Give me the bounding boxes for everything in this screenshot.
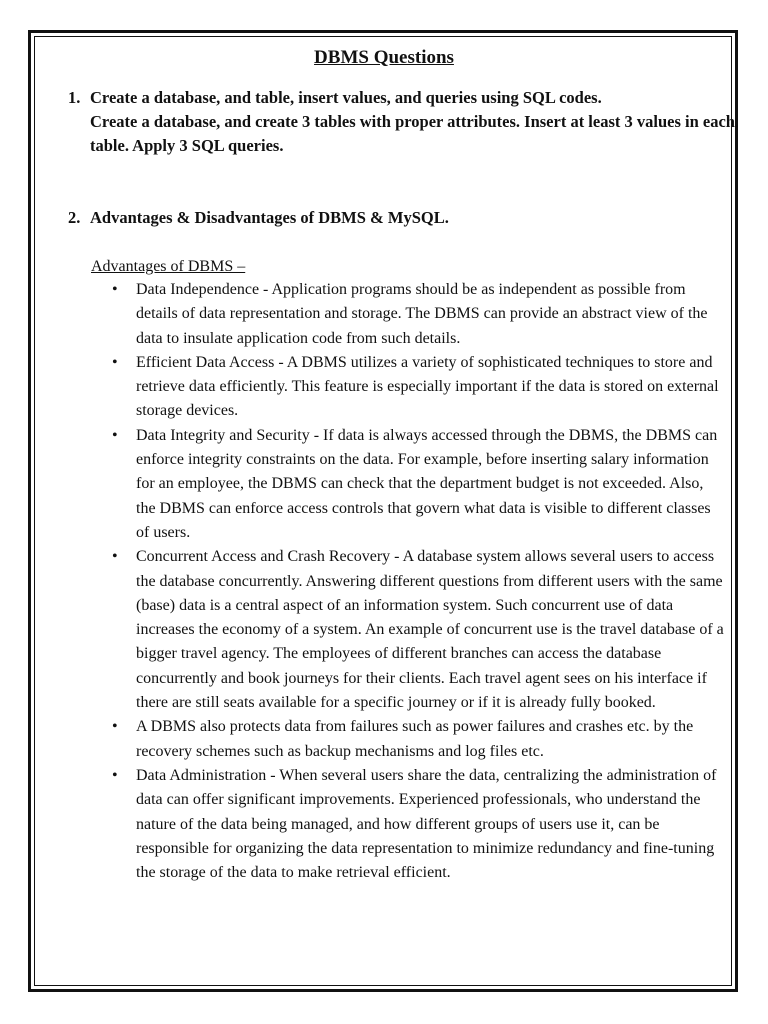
bullet-icon: • bbox=[112, 766, 118, 784]
bullet-icon: • bbox=[112, 426, 118, 444]
question-2 bbox=[68, 206, 758, 230]
list-item-text: Data Administration - When several users share the data, centralizing the administration of data can offer significant improvements. Experienced professionals, who understand the nature of the data being managed, and how different groups of users use it, can be responsible for organizing the data representation to minimize redundancy and fine-tuning the storage of the data to make retrieval efficient. bbox=[136, 766, 717, 882]
list-item bbox=[112, 424, 724, 545]
question-1-heading: Create a database, and table, insert values, and queries using SQL codes. bbox=[90, 88, 602, 107]
list-item bbox=[112, 545, 724, 715]
list-item-text: A DBMS also protects data from failures such as power failures and crashes etc. by the recovery schemes such as backup mechanisms and log files etc. bbox=[136, 718, 694, 760]
list-item bbox=[112, 715, 724, 764]
list-item-text: Data Independence - Application programs should be as independent as possible from details of data representation and storage. The DBMS can provide an abstract view of the data to insulate application code from such details. bbox=[136, 281, 708, 347]
list-item-text: Data Integrity and Security - If data is always accessed through the DBMS, the DBMS can enforce integrity constraints on the data. For example, before inserting salary information for an employee, the DBMS can check that the department budget is not exceeded. Also, the DBMS can enforce access controls that govern what data is visible to different classes of users. bbox=[136, 426, 718, 541]
list-item-text: Efficient Data Access - A DBMS utilizes a variety of sophisticated techniques to store and retrieve data efficiently. This feature is especially important if the data is stored on external storage devices. bbox=[136, 353, 719, 420]
list-item-text: Concurrent Access and Crash Recovery - A database system allows several users to access the database concurrently. Answering different questions from different users with the same (base) data is a central aspect of an information system. Such concurrent use of data increases the economy of a system. An example of concurrent use is the travel database of a bigger travel agency. The employees of different branches can access the database concurrently and book journeys for their clients. Each travel agent sees on his interface if there are still seats available for a specific journey or if it is already fully booked. bbox=[136, 548, 724, 712]
question-1 bbox=[68, 86, 758, 158]
bullet-icon: • bbox=[112, 718, 118, 736]
question-1-detail: Create a database, and create 3 tables with proper attributes. Insert at least 3 values in each table. Apply 3 SQL queries. bbox=[90, 112, 735, 155]
question-2-heading: Advantages & Disadvantages of DBMS & MySQL. bbox=[90, 208, 449, 227]
question-2-number: 2. bbox=[68, 208, 81, 227]
list-item bbox=[112, 278, 724, 351]
list-item bbox=[112, 351, 724, 424]
list-item bbox=[112, 764, 724, 885]
bullet-icon: • bbox=[112, 281, 118, 298]
advantages-list bbox=[112, 278, 724, 885]
question-1-number: 1. bbox=[68, 88, 81, 107]
document-title: DBMS Questions bbox=[314, 47, 454, 68]
bullet-icon: • bbox=[112, 353, 118, 371]
advantages-heading: Advantages of DBMS – bbox=[91, 258, 246, 275]
bullet-icon: • bbox=[112, 548, 118, 566]
